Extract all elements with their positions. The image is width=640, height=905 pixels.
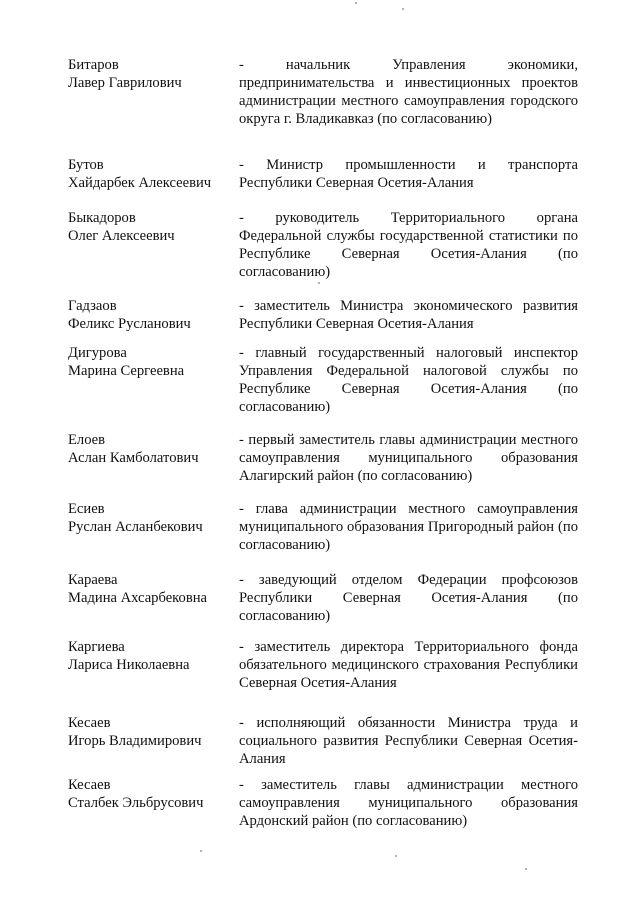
member-surname: Караева	[68, 572, 118, 588]
member-given-name: Феликс Русланович	[68, 316, 191, 332]
member-name	[68, 500, 233, 536]
member-surname: Гадзаов	[68, 298, 117, 314]
member-name	[68, 638, 233, 674]
member-surname: Каргиева	[68, 639, 125, 655]
member-role: - руководитель Территориального органа Федеральной службы государственной статистики по Республике Северная Осетия-Алания (по согласованию)	[239, 210, 578, 280]
member-name	[68, 431, 233, 467]
member-given-name: Марина Сергеевна	[68, 363, 185, 379]
member-name	[68, 344, 233, 380]
member-given-name: Олег Алексеевич	[68, 228, 175, 244]
member-role: - главный государственный налоговый инспектор Управления Федеральной налоговой службы по Республике Северная Осетия-Алания (по согласованию)	[239, 345, 578, 415]
member-given-name: Сталбек Эльбрусович	[68, 795, 204, 811]
member-given-name: Игорь Владимирович	[68, 733, 202, 749]
member-surname: Кесаев	[68, 715, 111, 731]
member-surname: Елоев	[68, 432, 106, 448]
member-surname: Бутов	[68, 157, 104, 173]
member-role: - заместитель Министра экономического развития Республики Северная Осетия-Алания	[239, 298, 578, 332]
member-surname: Кесаев	[68, 777, 111, 793]
member-name	[68, 571, 233, 607]
member-name	[68, 714, 233, 750]
member-name	[68, 156, 233, 192]
member-surname: Битаров	[68, 57, 119, 73]
member-surname: Дигурова	[68, 345, 127, 361]
member-role: - исполняющий обязанности Министра труда и социального развития Республики Северная Осетия-Алания	[239, 715, 578, 767]
member-given-name: Мадина Ахсарбековна	[68, 590, 208, 606]
member-given-name: Руслан Асланбекович	[68, 519, 203, 535]
scan-speck	[395, 855, 397, 857]
member-given-name: Лавер Гаврилович	[68, 75, 182, 91]
member-given-name: Лариса Николаевна	[68, 657, 190, 673]
member-role: - заместитель главы администрации местного самоуправления муниципального образования Ардонский район (по согласованию)	[239, 777, 578, 829]
member-name	[68, 297, 233, 333]
member-name	[68, 56, 233, 92]
scan-speck	[525, 868, 527, 870]
scan-speck	[318, 282, 320, 284]
member-role: - глава администрации местного самоуправления муниципального образования Пригородный район (по согласованию)	[239, 501, 578, 553]
member-role: - Министр промышленности и транспорта Республики Северная Осетия-Алания	[239, 157, 578, 191]
member-surname: Быкадоров	[68, 210, 136, 226]
scan-speck	[402, 8, 404, 10]
member-role: - начальник Управления экономики, предпринимательства и инвестиционных проектов администрации местного самоуправления городского округа г. Владикавказ (по согласованию)	[239, 57, 578, 127]
member-role: - заведующий отделом Федерации профсоюзов Республики Северная Осетия-Алания (по согласованию)	[239, 572, 578, 624]
member-role: - первый заместитель главы администрации местного самоуправления муниципального образования Алагирский район (по согласованию)	[239, 432, 578, 484]
member-given-name: Хайдарбек Алексеевич	[68, 175, 212, 191]
member-given-name: Аслан Камболатович	[68, 450, 199, 466]
member-name	[68, 776, 233, 812]
member-surname: Есиев	[68, 501, 105, 517]
member-name	[68, 209, 233, 245]
member-role: - заместитель директора Территориального фонда обязательного медицинского страхования Республики Северная Осетия-Алания	[239, 639, 578, 691]
scan-speck	[200, 850, 202, 852]
scan-speck	[355, 2, 357, 4]
